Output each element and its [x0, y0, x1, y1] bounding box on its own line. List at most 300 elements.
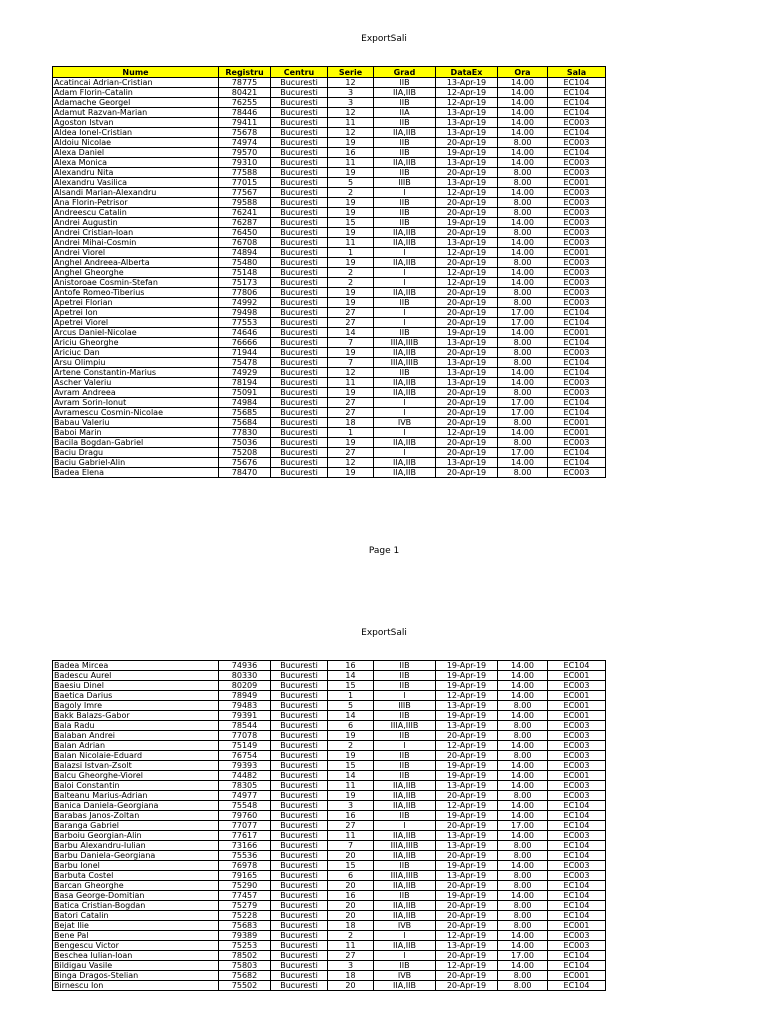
cell-registru: 79393: [219, 761, 271, 771]
cell-serie: 19: [328, 258, 374, 268]
table-row: [53, 208, 606, 218]
cell-sala: EC001: [548, 248, 606, 258]
cell-ora: 14.00: [498, 891, 548, 901]
cell-sala: EC001: [548, 178, 606, 188]
cell-registru: 79570: [219, 148, 271, 158]
cell-grad: IIIB: [374, 701, 436, 711]
cell-dataex: 20-Apr-19: [436, 951, 498, 961]
cell-centru: Bucuresti: [271, 108, 328, 118]
cell-grad: IIB: [374, 138, 436, 148]
cell-serie: 7: [328, 358, 374, 368]
cell-serie: 20: [328, 901, 374, 911]
cell-nume: Apetrei Ion: [53, 308, 219, 318]
cell-ora: 8.00: [498, 468, 548, 478]
cell-sala: EC003: [548, 831, 606, 841]
cell-ora: 14.00: [498, 378, 548, 388]
cell-registru: 79391: [219, 711, 271, 721]
cell-grad: IIIB: [374, 178, 436, 188]
cell-registru: 79483: [219, 701, 271, 711]
cell-serie: 12: [328, 128, 374, 138]
cell-ora: 14.00: [498, 861, 548, 871]
cell-dataex: 19-Apr-19: [436, 681, 498, 691]
cell-registru: 75685: [219, 408, 271, 418]
cell-registru: 77617: [219, 831, 271, 841]
cell-centru: Bucuresti: [271, 721, 328, 731]
cell-ora: 8.00: [498, 198, 548, 208]
cell-dataex: 20-Apr-19: [436, 731, 498, 741]
cell-sala: EC003: [548, 731, 606, 741]
cell-centru: Bucuresti: [271, 318, 328, 328]
cell-centru: Bucuresti: [271, 911, 328, 921]
cell-grad: I: [374, 691, 436, 701]
cell-grad: IIB: [374, 168, 436, 178]
cell-serie: 11: [328, 941, 374, 951]
cell-serie: 19: [328, 791, 374, 801]
cell-ora: 14.00: [498, 458, 548, 468]
cell-centru: Bucuresti: [271, 761, 328, 771]
cell-centru: Bucuresti: [271, 781, 328, 791]
cell-sala: EC003: [548, 388, 606, 398]
cell-nume: Baciu Dragu: [53, 448, 219, 458]
cell-nume: Adamut Razvan-Marian: [53, 108, 219, 118]
cell-nume: Alexandru Nita: [53, 168, 219, 178]
cell-dataex: 13-Apr-19: [436, 238, 498, 248]
cell-grad: I: [374, 248, 436, 258]
cell-sala: EC104: [548, 901, 606, 911]
cell-registru: 71944: [219, 348, 271, 358]
cell-sala: EC104: [548, 318, 606, 328]
cell-ora: 8.00: [498, 138, 548, 148]
cell-centru: Bucuresti: [271, 148, 328, 158]
cell-sala: EC003: [548, 118, 606, 128]
cell-ora: 17.00: [498, 308, 548, 318]
cell-serie: 14: [328, 671, 374, 681]
cell-grad: IIB: [374, 298, 436, 308]
cell-serie: 1: [328, 691, 374, 701]
cell-registru: 76287: [219, 218, 271, 228]
cell-sala: EC104: [548, 88, 606, 98]
cell-nume: Beschea Iulian-Ioan: [53, 951, 219, 961]
cell-centru: Bucuresti: [271, 921, 328, 931]
cell-centru: Bucuresti: [271, 981, 328, 991]
cell-dataex: 20-Apr-19: [436, 228, 498, 238]
cell-serie: 12: [328, 78, 374, 88]
cell-nume: Anghel Andreea-Alberta: [53, 258, 219, 268]
cell-serie: 1: [328, 248, 374, 258]
cell-sala: EC104: [548, 811, 606, 821]
cell-serie: 15: [328, 218, 374, 228]
cell-serie: 11: [328, 831, 374, 841]
cell-sala: EC104: [548, 398, 606, 408]
cell-serie: 2: [328, 268, 374, 278]
table-row: [53, 771, 606, 781]
cell-nume: Baesiu Dinel: [53, 681, 219, 691]
cell-dataex: 20-Apr-19: [436, 208, 498, 218]
cell-grad: IIA,IIB: [374, 228, 436, 238]
cell-grad: IIA,IIB: [374, 288, 436, 298]
cell-serie: 15: [328, 861, 374, 871]
cell-ora: 8.00: [498, 881, 548, 891]
cell-grad: I: [374, 951, 436, 961]
page-2-title: ExportSali: [361, 628, 407, 638]
cell-grad: IIB: [374, 771, 436, 781]
cell-nume: Batica Cristian-Bogdan: [53, 901, 219, 911]
cell-nume: Badescu Aurel: [53, 671, 219, 681]
cell-ora: 17.00: [498, 821, 548, 831]
cell-grad: IIA,IIB: [374, 388, 436, 398]
table-row: [53, 468, 606, 478]
page-1-table: [52, 66, 606, 478]
cell-sala: EC104: [548, 961, 606, 971]
cell-serie: 27: [328, 821, 374, 831]
cell-ora: 17.00: [498, 408, 548, 418]
cell-centru: Bucuresti: [271, 891, 328, 901]
cell-grad: IIB: [374, 861, 436, 871]
cell-nume: Antofe Romeo-Tiberius: [53, 288, 219, 298]
cell-centru: Bucuresti: [271, 368, 328, 378]
cell-grad: I: [374, 448, 436, 458]
cell-ora: 14.00: [498, 128, 548, 138]
cell-dataex: 20-Apr-19: [436, 791, 498, 801]
cell-dataex: 12-Apr-19: [436, 278, 498, 288]
cell-serie: 18: [328, 921, 374, 931]
cell-registru: 78305: [219, 781, 271, 791]
cell-registru: 73166: [219, 841, 271, 851]
cell-sala: EC003: [548, 138, 606, 148]
cell-registru: 74482: [219, 771, 271, 781]
cell-ora: 14.00: [498, 88, 548, 98]
cell-serie: 20: [328, 981, 374, 991]
cell-serie: 19: [328, 751, 374, 761]
cell-ora: 8.00: [498, 338, 548, 348]
cell-registru: 78949: [219, 691, 271, 701]
cell-serie: 14: [328, 711, 374, 721]
table-row: [53, 418, 606, 428]
cell-nume: Aldea Ionel-Cristian: [53, 128, 219, 138]
cell-sala: EC104: [548, 108, 606, 118]
cell-centru: Bucuresti: [271, 951, 328, 961]
cell-centru: Bucuresti: [271, 398, 328, 408]
cell-ora: 14.00: [498, 961, 548, 971]
cell-registru: 75279: [219, 901, 271, 911]
header-sala: Sala: [548, 67, 606, 78]
cell-nume: Alexa Monica: [53, 158, 219, 168]
cell-centru: Bucuresti: [271, 428, 328, 438]
table-row: [53, 731, 606, 741]
cell-sala: EC104: [548, 308, 606, 318]
cell-ora: 8.00: [498, 168, 548, 178]
cell-centru: Bucuresti: [271, 298, 328, 308]
table-row: [53, 901, 606, 911]
cell-dataex: 19-Apr-19: [436, 328, 498, 338]
cell-nume: Balan Nicolaie-Eduard: [53, 751, 219, 761]
cell-registru: 78470: [219, 468, 271, 478]
cell-dataex: 20-Apr-19: [436, 318, 498, 328]
cell-centru: Bucuresti: [271, 931, 328, 941]
table-row: [53, 921, 606, 931]
cell-centru: Bucuresti: [271, 308, 328, 318]
table-row: [53, 178, 606, 188]
cell-dataex: 13-Apr-19: [436, 128, 498, 138]
cell-serie: 11: [328, 238, 374, 248]
cell-sala: EC104: [548, 891, 606, 901]
table-row: [53, 448, 606, 458]
cell-centru: Bucuresti: [271, 268, 328, 278]
table-row: [53, 258, 606, 268]
cell-sala: EC003: [548, 168, 606, 178]
cell-ora: 8.00: [498, 258, 548, 268]
cell-centru: Bucuresti: [271, 188, 328, 198]
table-row: [53, 701, 606, 711]
table-row: [53, 951, 606, 961]
cell-serie: 2: [328, 188, 374, 198]
cell-nume: Ana Florin-Petrisor: [53, 198, 219, 208]
cell-registru: 76450: [219, 228, 271, 238]
cell-centru: Bucuresti: [271, 98, 328, 108]
cell-registru: 75173: [219, 278, 271, 288]
cell-grad: IIIA,IIIB: [374, 871, 436, 881]
cell-grad: IIB: [374, 218, 436, 228]
cell-sala: EC003: [548, 761, 606, 771]
cell-sala: EC104: [548, 458, 606, 468]
table-row: [53, 118, 606, 128]
cell-nume: Balaban Andrei: [53, 731, 219, 741]
cell-dataex: 20-Apr-19: [436, 901, 498, 911]
cell-nume: Bala Radu: [53, 721, 219, 731]
cell-dataex: 12-Apr-19: [436, 88, 498, 98]
cell-nume: Barbuta Costel: [53, 871, 219, 881]
cell-centru: Bucuresti: [271, 208, 328, 218]
cell-nume: Avram Andreea: [53, 388, 219, 398]
cell-ora: 14.00: [498, 218, 548, 228]
table-row: [53, 911, 606, 921]
cell-serie: 19: [328, 228, 374, 238]
cell-centru: Bucuresti: [271, 671, 328, 681]
cell-serie: 3: [328, 98, 374, 108]
cell-serie: 20: [328, 911, 374, 921]
cell-serie: 27: [328, 951, 374, 961]
cell-sala: EC104: [548, 801, 606, 811]
table-row: [53, 438, 606, 448]
cell-ora: 8.00: [498, 358, 548, 368]
cell-grad: I: [374, 408, 436, 418]
cell-nume: Babau Valeriu: [53, 418, 219, 428]
cell-serie: 15: [328, 681, 374, 691]
cell-registru: 75536: [219, 851, 271, 861]
cell-ora: 8.00: [498, 911, 548, 921]
cell-ora: 8.00: [498, 851, 548, 861]
cell-nume: Apetrei Florian: [53, 298, 219, 308]
cell-grad: IIB: [374, 761, 436, 771]
cell-nume: Barabas Janos-Zoltan: [53, 811, 219, 821]
header-centru: Centru: [271, 67, 328, 78]
cell-serie: 12: [328, 368, 374, 378]
cell-centru: Bucuresti: [271, 971, 328, 981]
cell-sala: EC003: [548, 238, 606, 248]
cell-dataex: 13-Apr-19: [436, 338, 498, 348]
table-row: [53, 458, 606, 468]
cell-dataex: 20-Apr-19: [436, 398, 498, 408]
cell-serie: 6: [328, 721, 374, 731]
cell-serie: 16: [328, 661, 374, 671]
table-row: [53, 891, 606, 901]
cell-sala: EC001: [548, 418, 606, 428]
cell-registru: 79498: [219, 308, 271, 318]
cell-serie: 7: [328, 841, 374, 851]
cell-dataex: 20-Apr-19: [436, 911, 498, 921]
cell-dataex: 19-Apr-19: [436, 671, 498, 681]
cell-grad: IIIA,IIIB: [374, 841, 436, 851]
cell-dataex: 13-Apr-19: [436, 78, 498, 88]
cell-dataex: 20-Apr-19: [436, 408, 498, 418]
cell-sala: EC003: [548, 741, 606, 751]
cell-sala: EC003: [548, 198, 606, 208]
cell-serie: 18: [328, 971, 374, 981]
cell-registru: 74974: [219, 138, 271, 148]
table-row: [53, 148, 606, 158]
cell-ora: 14.00: [498, 268, 548, 278]
cell-sala: EC003: [548, 941, 606, 951]
cell-registru: 78544: [219, 721, 271, 731]
cell-centru: Bucuresti: [271, 358, 328, 368]
cell-ora: 8.00: [498, 901, 548, 911]
cell-centru: Bucuresti: [271, 861, 328, 871]
cell-serie: 19: [328, 438, 374, 448]
cell-dataex: 19-Apr-19: [436, 218, 498, 228]
page-1-footer: Page 1: [368, 546, 400, 556]
cell-ora: 14.00: [498, 118, 548, 128]
cell-sala: EC003: [548, 348, 606, 358]
cell-grad: IIB: [374, 98, 436, 108]
cell-nume: Barboiu Georgian-Alin: [53, 831, 219, 841]
cell-serie: 15: [328, 761, 374, 771]
cell-dataex: 13-Apr-19: [436, 841, 498, 851]
cell-dataex: 13-Apr-19: [436, 118, 498, 128]
cell-ora: 17.00: [498, 448, 548, 458]
cell-dataex: 20-Apr-19: [436, 298, 498, 308]
cell-nume: Artene Constantin-Marius: [53, 368, 219, 378]
cell-nume: Baciu Gabriel-Alin: [53, 458, 219, 468]
cell-ora: 14.00: [498, 771, 548, 781]
cell-dataex: 20-Apr-19: [436, 821, 498, 831]
cell-grad: IIB: [374, 208, 436, 218]
cell-grad: I: [374, 318, 436, 328]
cell-centru: Bucuresti: [271, 168, 328, 178]
cell-dataex: 13-Apr-19: [436, 941, 498, 951]
table-row: [53, 961, 606, 971]
cell-nume: Banica Daniela-Georgiana: [53, 801, 219, 811]
cell-registru: 77077: [219, 821, 271, 831]
cell-registru: 75683: [219, 921, 271, 931]
cell-centru: Bucuresti: [271, 378, 328, 388]
cell-registru: 74936: [219, 661, 271, 671]
cell-ora: 14.00: [498, 78, 548, 88]
cell-nume: Aldoiu Nicolae: [53, 138, 219, 148]
cell-dataex: 12-Apr-19: [436, 248, 498, 258]
cell-grad: IIA,IIB: [374, 881, 436, 891]
cell-centru: Bucuresti: [271, 258, 328, 268]
cell-ora: 14.00: [498, 761, 548, 771]
cell-serie: 11: [328, 781, 374, 791]
table-row: [53, 268, 606, 278]
cell-registru: 77567: [219, 188, 271, 198]
table-row: [53, 861, 606, 871]
table-row: [53, 871, 606, 881]
cell-grad: IIA,IIB: [374, 258, 436, 268]
cell-registru: 79310: [219, 158, 271, 168]
cell-dataex: 13-Apr-19: [436, 108, 498, 118]
cell-serie: 3: [328, 88, 374, 98]
cell-serie: 5: [328, 178, 374, 188]
cell-dataex: 19-Apr-19: [436, 771, 498, 781]
cell-registru: 75480: [219, 258, 271, 268]
cell-sala: EC001: [548, 921, 606, 931]
cell-dataex: 12-Apr-19: [436, 98, 498, 108]
cell-grad: IIA,IIB: [374, 458, 436, 468]
cell-sala: EC003: [548, 208, 606, 218]
cell-grad: IIA,IIB: [374, 348, 436, 358]
cell-ora: 14.00: [498, 801, 548, 811]
cell-registru: 75803: [219, 961, 271, 971]
cell-sala: EC003: [548, 861, 606, 871]
table-row: [53, 248, 606, 258]
cell-sala: EC003: [548, 791, 606, 801]
cell-registru: 78194: [219, 378, 271, 388]
cell-sala: EC104: [548, 358, 606, 368]
cell-serie: 20: [328, 851, 374, 861]
table-row: [53, 761, 606, 771]
cell-centru: Bucuresti: [271, 961, 328, 971]
cell-nume: Bagoly Imre: [53, 701, 219, 711]
table-row: [53, 791, 606, 801]
cell-grad: IIA,IIB: [374, 941, 436, 951]
cell-centru: Bucuresti: [271, 941, 328, 951]
cell-centru: Bucuresti: [271, 328, 328, 338]
table-row: [53, 98, 606, 108]
cell-registru: 78446: [219, 108, 271, 118]
cell-serie: 7: [328, 338, 374, 348]
cell-nume: Bacila Bogdan-Gabriel: [53, 438, 219, 448]
cell-centru: Bucuresti: [271, 801, 328, 811]
cell-nume: Baloi Constantin: [53, 781, 219, 791]
header-nume: Nume: [53, 67, 219, 78]
cell-grad: IIA,IIB: [374, 128, 436, 138]
cell-grad: IIIA,IIIB: [374, 358, 436, 368]
cell-grad: IIA,IIB: [374, 378, 436, 388]
cell-dataex: 19-Apr-19: [436, 711, 498, 721]
cell-nume: Arsu Olimpiu: [53, 358, 219, 368]
cell-sala: EC003: [548, 378, 606, 388]
header-serie: Serie: [328, 67, 374, 78]
cell-nume: Batori Catalin: [53, 911, 219, 921]
header-ora: Ora: [498, 67, 548, 78]
cell-centru: Bucuresti: [271, 791, 328, 801]
page-1-title: ExportSali: [361, 34, 407, 44]
cell-registru: 77015: [219, 178, 271, 188]
cell-sala: EC003: [548, 751, 606, 761]
cell-grad: IVB: [374, 971, 436, 981]
cell-serie: 27: [328, 308, 374, 318]
cell-sala: EC003: [548, 781, 606, 791]
cell-sala: EC104: [548, 408, 606, 418]
cell-centru: Bucuresti: [271, 468, 328, 478]
cell-serie: 3: [328, 801, 374, 811]
cell-dataex: 20-Apr-19: [436, 881, 498, 891]
cell-dataex: 13-Apr-19: [436, 871, 498, 881]
cell-nume: Bildigau Vasile: [53, 961, 219, 971]
cell-centru: Bucuresti: [271, 731, 328, 741]
cell-dataex: 12-Apr-19: [436, 691, 498, 701]
